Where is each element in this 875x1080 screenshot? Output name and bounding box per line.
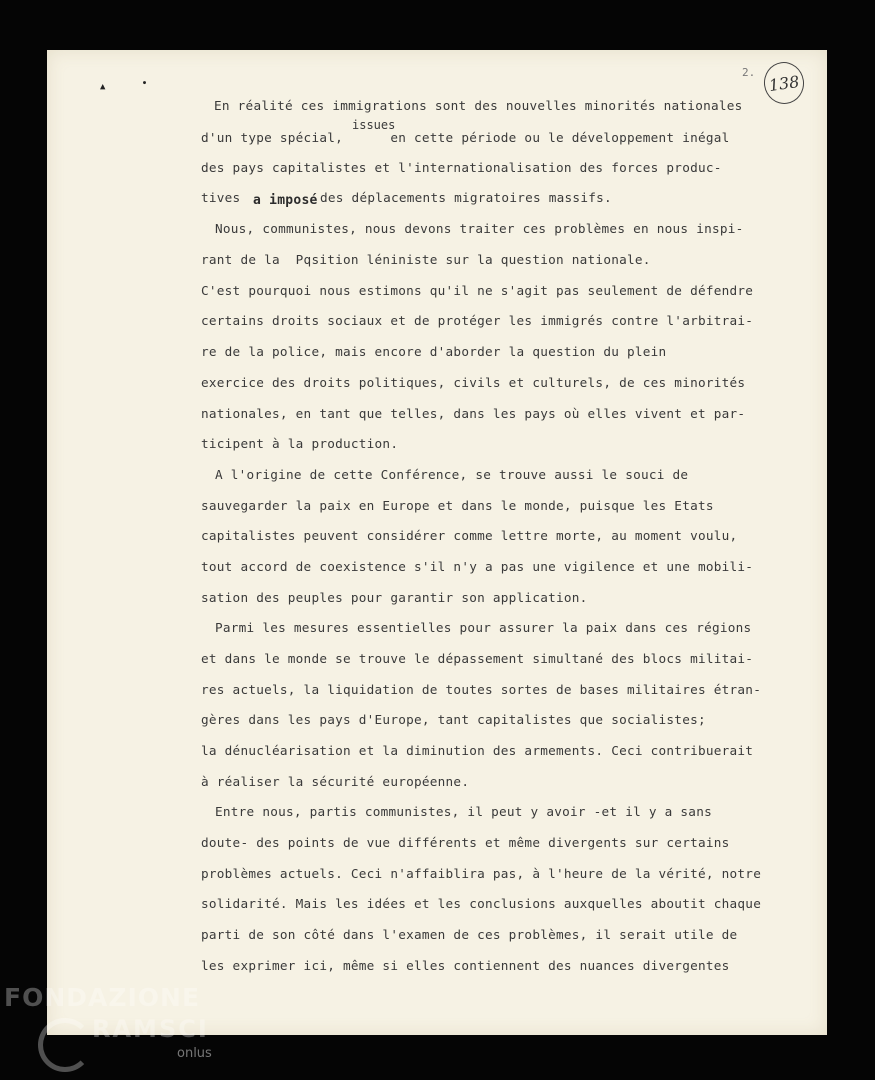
text-line: à réaliser la sécurité européenne. [201,774,470,789]
page-number: 2. [742,66,756,79]
text-line: Nous, communistes, nous devons traiter ces problèmes en nous inspi- [215,221,744,236]
text-line: En réalité ces immigrations sont des nouvelles minorités nationales [214,98,743,113]
text-line: des déplacements migratoires massifs. [320,190,612,205]
archive-stamp: 138 [761,59,806,106]
text-line: nationales, en tant que telles, dans les pays où elles vivent et par- [201,406,746,421]
text-line: et dans le monde se trouve le dépassement simultané des blocs militai- [201,651,754,666]
text-line: tout accord de coexistence s'il n'y a pas une vigilence et une mobili- [201,559,754,574]
text-line: exercice des droits politiques, civils et culturels, de ces minorités [201,375,746,390]
text-line: rant de la Pqsition léniniste sur la question nationale. [201,252,651,267]
watermark-title: FONDAZIONE [4,983,201,1012]
text-line: A l'origine de cette Conférence, se trouve aussi le souci de [215,467,689,482]
ink-dot: ● [143,80,147,86]
text-line: solidarité. Mais les idées et les conclusions auxquelles aboutit chaque [201,896,762,911]
text-line: des pays capitalistes et l'internationalisation des forces produc- [201,160,722,175]
text-line: d'un type spécial, en cette période ou le développement inégal [201,130,730,145]
text-line: doute- des points de vue différents et même divergents sur certains [201,835,730,850]
watermark-logo-icon [38,1018,92,1072]
text-line: C'est pourquoi nous estimons qu'il ne s'agit pas seulement de défendre [201,283,754,298]
watermark-subtitle: RAMSCI [92,1015,209,1043]
text-line: problèmes actuels. Ceci n'affaiblira pas, à l'heure de la vérité, notre [201,866,762,881]
text-line: sation des peuples pour garantir son application. [201,590,588,605]
text-line: res actuels, la liquidation de toutes sortes de bases militaires étran- [201,682,762,697]
text-line: re de la police, mais encore d'aborder la question du plein [201,344,667,359]
text-line: sauvegarder la paix en Europe et dans le monde, puisque les Etats [201,498,714,513]
text-line: Entre nous, partis communistes, il peut y avoir -et il y a sans [215,804,712,819]
text-line: parti de son côté dans l'examen de ces problèmes, il serait utile de [201,927,738,942]
text-line: Parmi les mesures essentielles pour assurer la paix dans ces régions [215,620,752,635]
inserted-word-issues: issues [352,118,396,132]
text-line: certains droits sociaux et de protéger les immigrés contre l'arbitrai- [201,313,754,328]
text-line: les exprimer ici, même si elles contiennent des nuances divergentes [201,958,730,973]
text-line: la dénucléarisation et la diminution des armements. Ceci contribuerait [201,743,754,758]
text-line: gères dans les pays d'Europe, tant capitalistes que socialistes; [201,712,706,727]
text-line: ticipent à la production. [201,436,399,451]
ink-mark: ▲ [100,82,106,92]
watermark-suffix: onlus [177,1046,212,1061]
text-line: capitalistes peuvent considérer comme lettre morte, au moment voulu, [201,528,738,543]
inserted-words-a-impose: a imposé [253,193,318,208]
text-line: tives [201,190,241,205]
